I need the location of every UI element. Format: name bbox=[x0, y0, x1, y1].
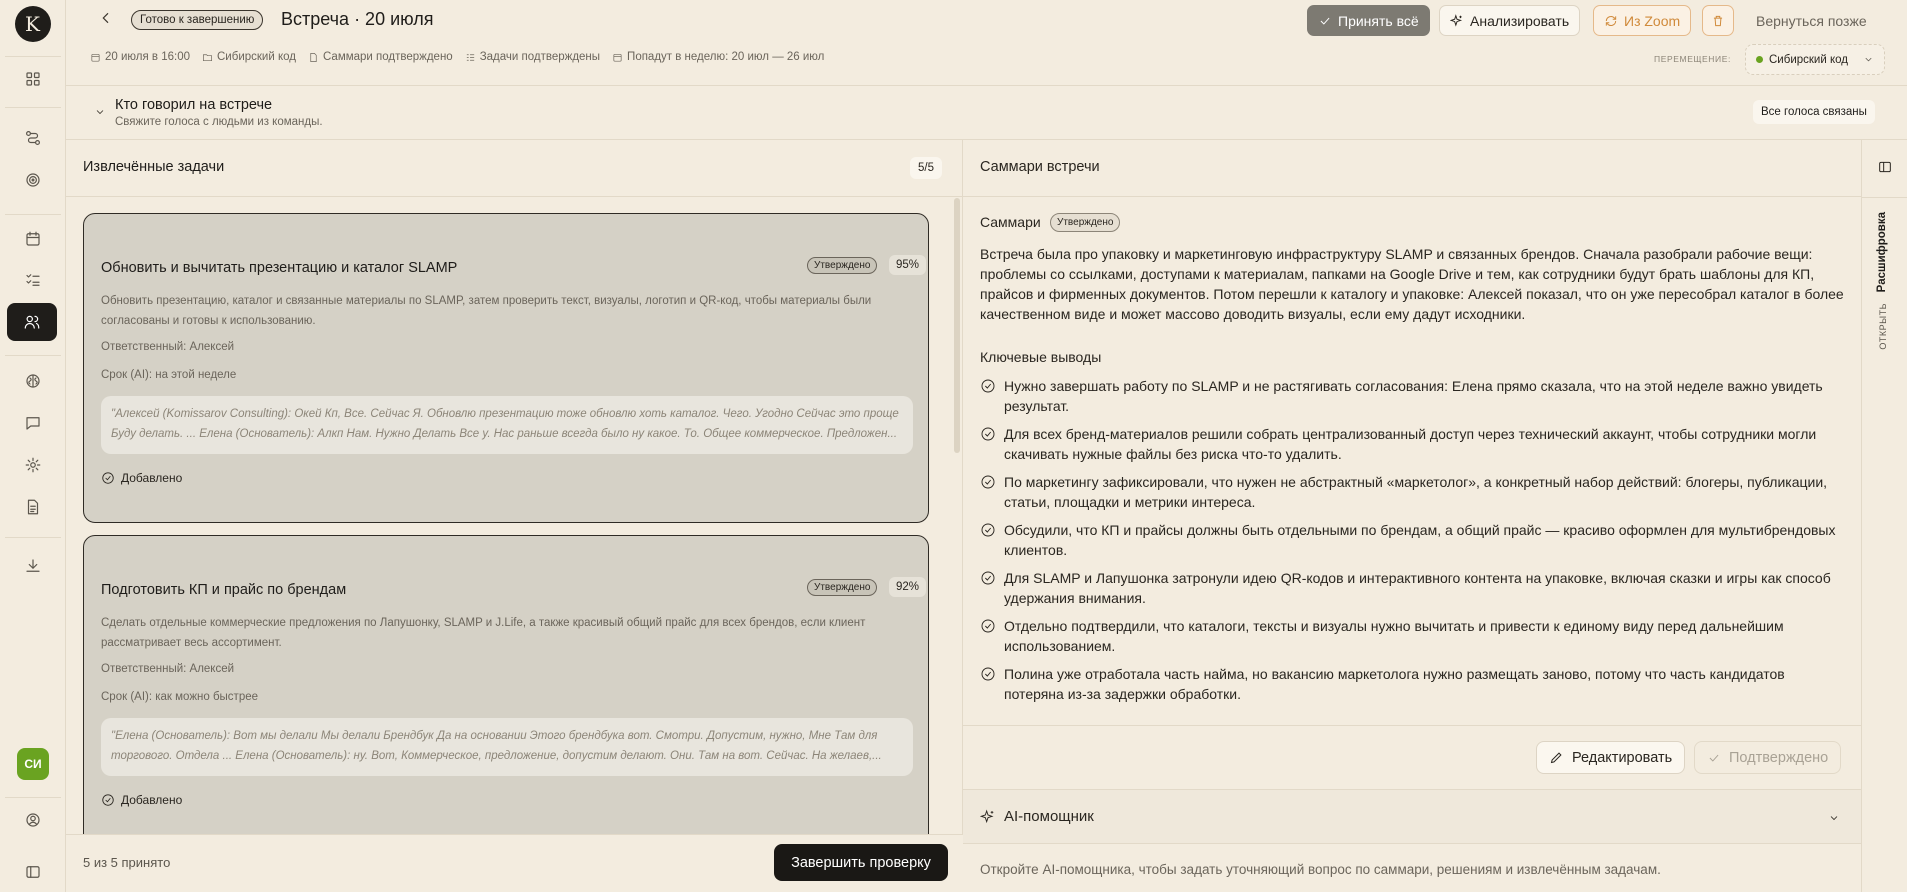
brain-icon bbox=[24, 372, 42, 390]
confirmed-button[interactable]: Подтверждено bbox=[1694, 741, 1841, 774]
user-circle-icon bbox=[24, 811, 42, 829]
speakers-subtitle: Свяжите голоса с людьми из команды. bbox=[115, 116, 323, 128]
ai-assistant-toggle[interactable] bbox=[963, 789, 1861, 844]
document-icon bbox=[24, 498, 42, 516]
summary-approved-badge: Утверждено bbox=[1050, 213, 1120, 232]
task-approved-badge: Утверждено bbox=[807, 257, 877, 274]
refresh-icon bbox=[1604, 14, 1618, 28]
analyze-button[interactable]: Анализировать bbox=[1439, 5, 1580, 36]
tasks-icon bbox=[24, 271, 42, 289]
summary-panel-header bbox=[963, 140, 1861, 197]
sidebar-divider bbox=[5, 797, 61, 798]
document-icon bbox=[308, 52, 319, 63]
key-finding: Обсудили, что КП и прайсы должны быть отдельными по брендам, а общий прайс — красиво оформлен для мультибрендовых клиентов. bbox=[980, 520, 1845, 560]
return-later-button[interactable]: Вернуться позже bbox=[1756, 12, 1867, 29]
folder-icon bbox=[202, 52, 213, 63]
summary-panel bbox=[963, 140, 1861, 892]
status-dot bbox=[1756, 56, 1763, 63]
extracted-tasks-panel bbox=[66, 140, 963, 892]
meta-date: 20 июля в 16:00 bbox=[90, 51, 190, 63]
key-finding: Отдельно подтвердили, что каталоги, тексты и визуалы нужно вычитать и привести к единому виду перед дальнейшим использованием. bbox=[980, 616, 1845, 656]
tasks-count: 5/5 bbox=[910, 157, 942, 179]
check-circle-icon bbox=[101, 471, 115, 485]
task-card[interactable] bbox=[83, 535, 929, 835]
calendar-icon bbox=[612, 52, 623, 63]
meta-week: Попадут в неделю: 20 июл — 26 июл bbox=[612, 51, 824, 63]
check-circle-icon bbox=[980, 570, 996, 586]
gear-icon bbox=[24, 456, 42, 474]
scrollbar[interactable] bbox=[954, 198, 960, 453]
task-confidence: 95% bbox=[889, 255, 926, 275]
sidebar-tasks[interactable] bbox=[11, 261, 55, 299]
ai-assistant-title: AI-помощник bbox=[1004, 808, 1094, 825]
meeting-header bbox=[66, 0, 1907, 86]
transcript-tab[interactable]: Расшифровка bbox=[1876, 212, 1888, 293]
key-findings-title: Ключевые выводы bbox=[980, 349, 1102, 365]
sparkles-icon bbox=[1450, 14, 1464, 28]
transcript-rail bbox=[1861, 140, 1907, 892]
sidebar-goals[interactable] bbox=[11, 161, 55, 199]
sidebar-dashboard[interactable] bbox=[11, 60, 55, 98]
task-quote: "Алексей (Komissarov Consulting): Окей Кп, Все. Сейчас Я. Обновлю презентацию тоже обновлю хоть каталог. Чего. Угодно Сейчас это проще Буду делать. ... Елена (Основатель): Алкп Нам. Нужно Делать Все у. Нас раньше всегда было ну какое. То. Общее коммерческое. Предложен... bbox=[101, 396, 913, 454]
task-approved-badge: Утверждено bbox=[807, 579, 877, 596]
delete-button[interactable] bbox=[1702, 5, 1734, 36]
user-avatar[interactable]: СИ bbox=[17, 748, 49, 780]
speakers-title: Кто говорил на встрече bbox=[115, 97, 273, 113]
sidebar-collapse[interactable] bbox=[11, 853, 55, 891]
task-card[interactable] bbox=[83, 213, 929, 523]
accepted-count: 5 из 5 принято bbox=[83, 855, 171, 870]
download-icon bbox=[24, 557, 42, 575]
tasks-footer bbox=[66, 834, 963, 892]
task-owner: Ответственный: Алексей bbox=[101, 341, 235, 353]
sidebar-team[interactable] bbox=[7, 303, 57, 341]
calendar-icon bbox=[24, 230, 42, 248]
transcript-open-link[interactable]: ОТКРЫТЬ bbox=[1878, 303, 1888, 350]
sidebar-documents[interactable] bbox=[11, 488, 55, 526]
check-circle-icon bbox=[980, 618, 996, 634]
chevron-left-icon bbox=[98, 10, 114, 26]
task-description: Сделать отдельные коммерческие предложения по Лапушонку, SLAMP и J.Life, а также красивый общий прайс для всех брендов, если клиент рассматривает весь ассортимент. bbox=[101, 617, 866, 649]
key-finding: Для всех бренд-материалов решили собрать централизованный доступ через технический аккаунт, чтобы сотрудники могли скачивать нужные файлы без риска что-то удалить. bbox=[980, 424, 1845, 464]
check-circle-icon bbox=[980, 522, 996, 538]
sidebar-profile[interactable] bbox=[11, 801, 55, 839]
check-circle-icon bbox=[980, 666, 996, 682]
task-title: Подготовить КП и прайс по брендам bbox=[101, 582, 347, 598]
speakers-section[interactable] bbox=[66, 86, 1907, 140]
task-owner: Ответственный: Алексей bbox=[101, 663, 235, 675]
check-circle-icon bbox=[101, 793, 115, 807]
check-icon bbox=[1707, 751, 1721, 765]
summary-label: Саммари bbox=[980, 214, 1041, 230]
page-title: Встреча · 20 июля bbox=[281, 9, 434, 29]
check-icon bbox=[1318, 14, 1332, 28]
meeting-meta bbox=[90, 51, 824, 63]
finish-review-button[interactable]: Завершить проверку bbox=[774, 844, 948, 881]
task-due: Срок (AI): как можно быстрее bbox=[101, 691, 259, 703]
task-description: Обновить презентацию, каталог и связанные материалы по SLAMP, затем проверить текст, визуалы, логотип и QR-код, чтобы материалы были согласованы и готовы к использованию. bbox=[101, 295, 872, 327]
sidebar-settings[interactable] bbox=[11, 446, 55, 484]
move-label: ПЕРЕМЕЩЕНИЕ: bbox=[1654, 54, 1731, 64]
tasks-panel-header bbox=[66, 140, 962, 197]
key-finding: Полина уже отработала часть найма, но вакансию маркетолога нужно размещать заново, потому что часть кандидатов потеряна из-за задержки обработки. bbox=[980, 664, 1845, 704]
meta-summary-status: Саммари подтверждено bbox=[308, 51, 453, 63]
check-circle-icon bbox=[980, 426, 996, 442]
tasks-panel-title: Извлечённые задачи bbox=[83, 159, 225, 175]
chevron-down-icon bbox=[1863, 54, 1874, 65]
sparkles-icon bbox=[980, 809, 996, 825]
sidebar-download[interactable] bbox=[11, 547, 55, 585]
dashboard-icon bbox=[24, 70, 42, 88]
edit-summary-button[interactable]: Редактировать bbox=[1536, 741, 1685, 774]
back-button[interactable] bbox=[98, 10, 118, 30]
app-logo[interactable]: K bbox=[15, 6, 51, 42]
key-finding: Нужно завершать работу по SLAMP и не растягивать согласования: Елена прямо сказала, что на этой неделе важно увидеть результат. bbox=[980, 376, 1845, 416]
sidebar-calendar[interactable] bbox=[11, 220, 55, 258]
sidebar-flows[interactable] bbox=[11, 119, 55, 157]
task-title: Обновить и вычитать презентацию и каталог SLAMP bbox=[101, 260, 458, 276]
meta-project: Сибирский код bbox=[202, 51, 296, 63]
key-finding: По маркетингу зафиксировали, что нужен не абстрактный «маркетолог», а конкретный набор действий: блогеры, публикации, статьи, площадки и метрики интереса. bbox=[980, 472, 1845, 512]
task-quote: "Елена (Основатель): Вот мы делали Мы делали Брендбук Да на основании Этого брендбука вот. Смотри. Допустим, нужно, Мне Там для торгового. Отдела ... Елена (Основатель): ну. Вот, Коммерческое, предложение, допустим делают. Они. Там на вот. Сейчас. На желаев,... bbox=[101, 718, 913, 776]
sidebar-divider bbox=[5, 537, 61, 538]
accept-all-button[interactable]: Принять всё bbox=[1307, 5, 1430, 36]
sidebar-divider bbox=[5, 56, 61, 57]
pencil-icon bbox=[1549, 750, 1564, 765]
sidebar-chat[interactable] bbox=[11, 404, 55, 442]
team-icon bbox=[23, 313, 41, 331]
task-due: Срок (AI): на этой неделе bbox=[101, 369, 237, 381]
sidebar-divider bbox=[5, 107, 61, 108]
panel-toggle-icon bbox=[1877, 159, 1893, 175]
sidebar-divider bbox=[5, 355, 61, 356]
chevron-down-icon bbox=[1828, 812, 1840, 824]
flow-icon bbox=[24, 129, 42, 147]
sidebar-toggle-icon bbox=[24, 863, 42, 881]
meta-tasks-status: Задачи подтверждены bbox=[465, 51, 600, 63]
sidebar-divider bbox=[5, 214, 61, 215]
summary-text: Встреча была про упаковку и маркетинговую инфраструктуру SLAMP и связанных брендов. Сначала разобрали рабочие вещи: проблемы со ссылками, доступами к материалам, папками на Google Drive и тем, как сотрудники будут брать шаблоны для КП, прайсов и фирменных документов. Потом перешли к каталогу и упаковке: Алексей показал, что он уже пересобрал каталог в более качественном виде и может массово доводить визуалы, если ему дадут исходники. bbox=[980, 246, 1844, 322]
chat-icon bbox=[24, 414, 42, 432]
ai-assistant-hint: Откройте AI-помощника, чтобы задать уточняющий вопрос по саммари, решениям и извлечённым задачам. bbox=[980, 862, 1661, 877]
summary-panel-title: Саммари встречи bbox=[980, 159, 1100, 175]
trash-icon bbox=[1711, 14, 1725, 28]
status-badge: Готово к завершению bbox=[131, 10, 263, 30]
calendar-icon bbox=[90, 52, 101, 63]
move-project-select[interactable]: Сибирский код bbox=[1745, 44, 1885, 75]
tasks-icon bbox=[465, 52, 476, 63]
voices-linked-badge: Все голоса связаны bbox=[1753, 100, 1875, 124]
task-confidence: 92% bbox=[889, 577, 926, 597]
sidebar-knowledge[interactable] bbox=[11, 362, 55, 400]
from-zoom-button[interactable]: Из Zoom bbox=[1593, 5, 1691, 36]
key-finding: Для SLAMP и Лапушонка затронули идею QR-кодов и интерактивного контента на упаковке, включая сказки и игры как способ удержания внимания. bbox=[980, 568, 1845, 608]
task-added-status: Добавлено bbox=[101, 471, 182, 485]
chevron-down-icon bbox=[94, 106, 106, 118]
check-circle-icon bbox=[980, 378, 996, 394]
divider bbox=[963, 725, 1861, 726]
check-circle-icon bbox=[980, 474, 996, 490]
task-added-status: Добавлено bbox=[101, 793, 182, 807]
divider bbox=[1862, 197, 1907, 198]
target-icon bbox=[24, 171, 42, 189]
